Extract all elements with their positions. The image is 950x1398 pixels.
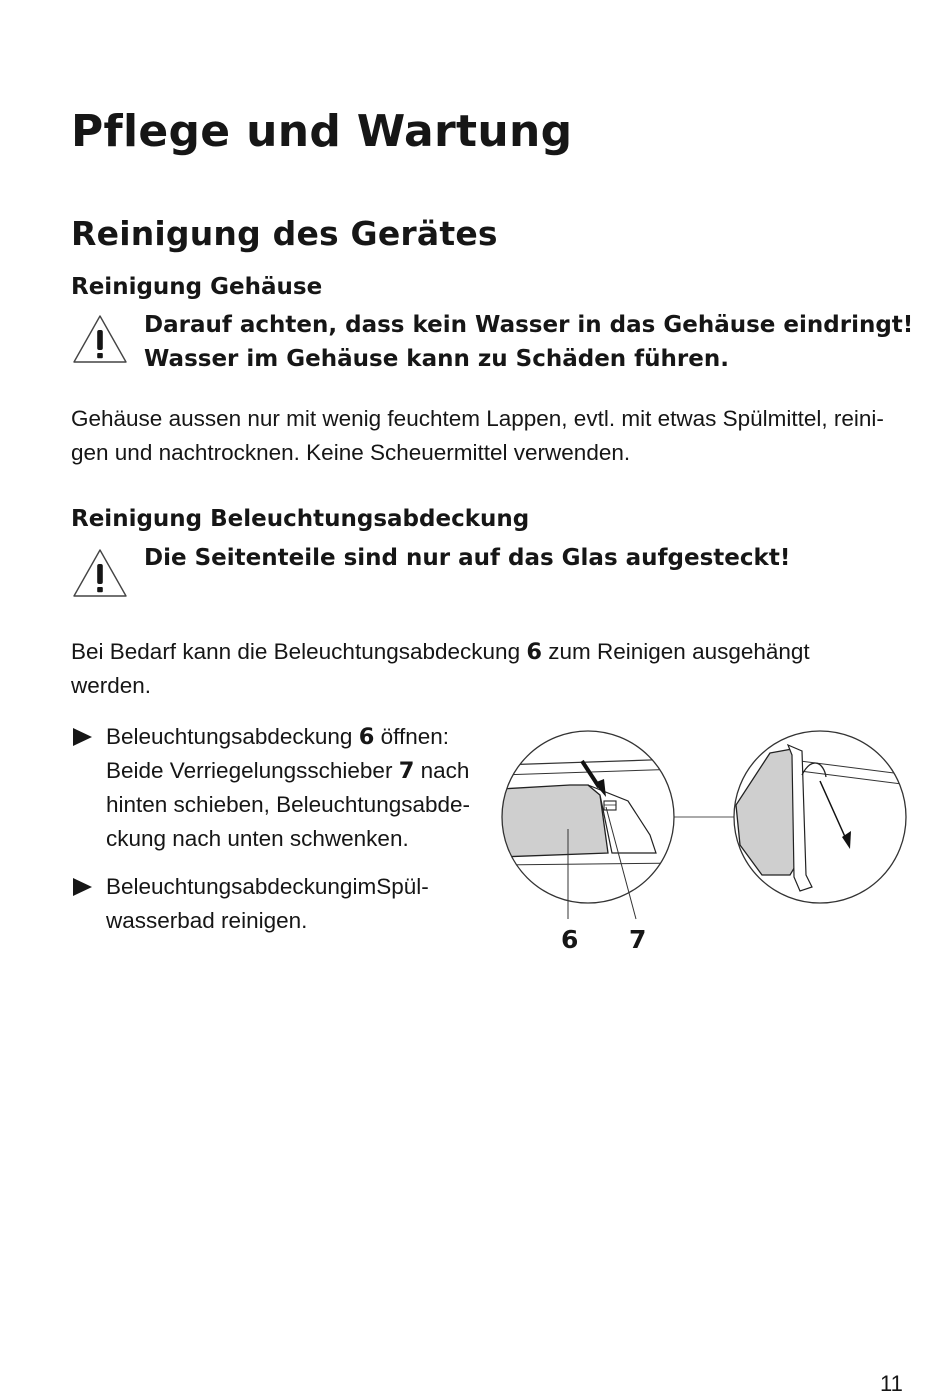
page-number: 11 (880, 1371, 903, 1396)
section-heading: Reinigung des Gerätes (71, 214, 498, 253)
cover-intro-text: Bei Bedarf kann die Beleuchtungsabdeckung (71, 639, 527, 664)
warning-housing-line-2: Wasser im Gehäuse kann zu Schäden führen. (144, 346, 729, 372)
part-number-6: 6 (526, 639, 542, 665)
step-text: Beleuchtungsabdeckung (106, 874, 353, 899)
subheading-housing: Reinigung Gehäuse (71, 274, 323, 300)
figure-label-7: 7 (629, 925, 647, 954)
step-line: ckung nach unten schwenken. (106, 826, 409, 851)
part-number-7: 7 (398, 758, 415, 784)
step-line (106, 754, 481, 788)
step-text: nach (414, 758, 470, 783)
cover-intro-line-1 (71, 635, 810, 669)
warning-cover: Die Seitenteile sind nur auf das Glas aufgesteckt! (144, 545, 791, 571)
step-line (106, 870, 481, 904)
warning-housing-line-1: Darauf achten, dass kein Wasser in das Gehäuse eindringt! (144, 312, 914, 338)
part-number-6: 6 (358, 724, 375, 750)
cover-intro-text: zum Reinigen ausgehängt (542, 639, 810, 664)
bullet-arrow-icon (71, 870, 95, 904)
cover-intro-line-2: werden. (71, 673, 152, 698)
figure-label-6: 6 (561, 925, 579, 954)
subheading-cover: Reinigung Beleuchtungsabdeckung (71, 506, 530, 532)
cover-illustration (500, 725, 910, 925)
step-text: Spül- (376, 874, 429, 899)
housing-text-line-1: Gehäuse aussen nur mit wenig feuchtem Lappen, evtl. mit etwas Spülmittel, reini- (71, 406, 884, 431)
step-line: hinten schieben, Beleuchtungsabde- (106, 792, 471, 817)
step-text: im (352, 874, 377, 899)
bullet-arrow-icon (71, 720, 95, 754)
warning-triangle-icon (71, 547, 129, 599)
step-line (106, 720, 481, 754)
warning-triangle-icon (71, 313, 129, 365)
step-text: öffnen: (374, 724, 450, 749)
cover-detail-right (730, 725, 910, 915)
step-text: Beide Verriegelungsschieber (106, 758, 399, 783)
step-text: Beleuchtungsabdeckung (106, 724, 359, 749)
step-line: wasserbad reinigen. (106, 908, 308, 933)
page-title: Pflege und Wartung (71, 106, 573, 157)
housing-text-line-2: gen und nachtrocknen. Keine Scheuermittel verwenden. (71, 440, 631, 465)
cover-detail-left (500, 725, 680, 915)
